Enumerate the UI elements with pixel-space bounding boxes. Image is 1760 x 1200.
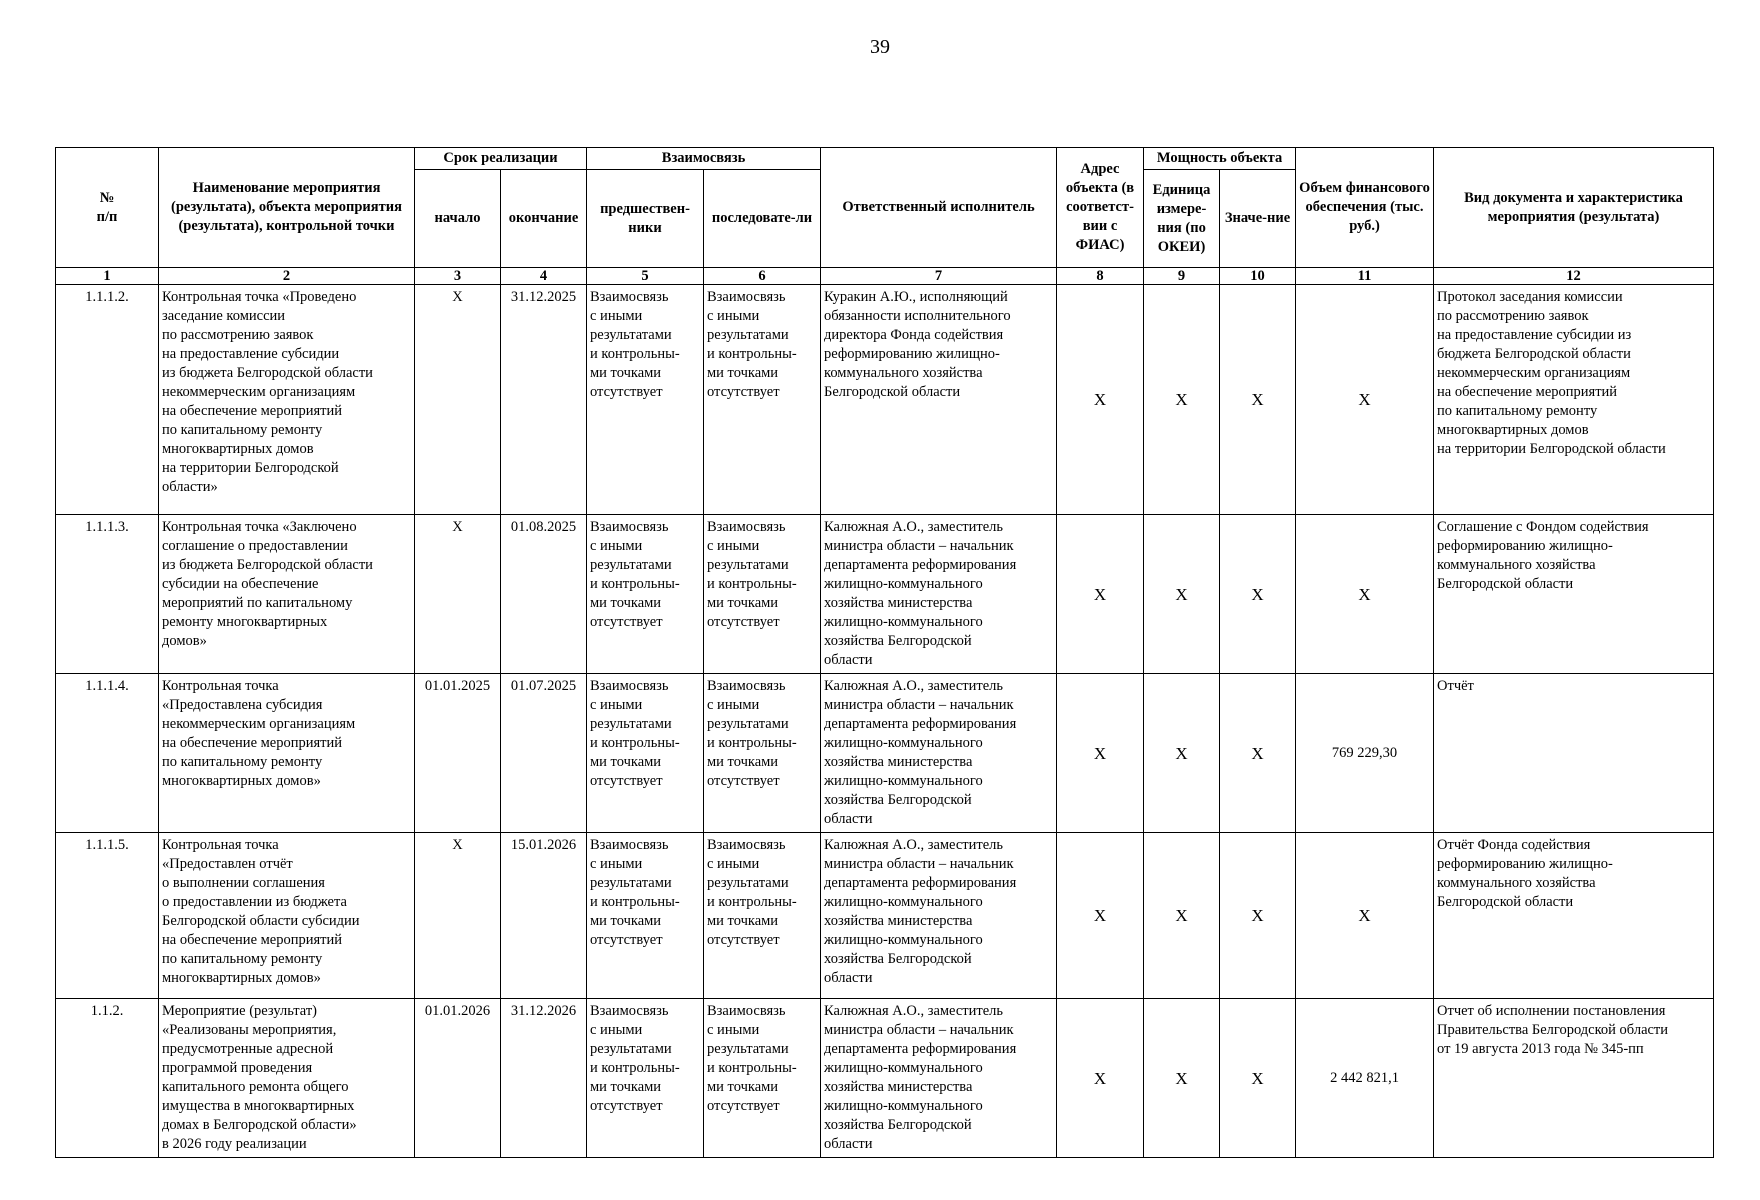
row-name: Контрольная точка «Заключено соглашение о предоставлении из бюджета Белгородской области субсидии на обеспечение мероприятий по капитальному ремонту многоквартирных домов»: [159, 515, 415, 674]
row-successors: Взаимосвязь с иными результатами и контрольны- ми точками отсутствует: [704, 674, 821, 833]
row-document: Отчёт: [1434, 674, 1714, 833]
header-capacity-unit: Единица измере-ния (по ОКЕИ): [1144, 170, 1220, 268]
column-number: 10: [1220, 268, 1296, 285]
row-address: X: [1057, 515, 1144, 674]
row-end: 01.07.2025: [501, 674, 587, 833]
row-start: X: [415, 285, 501, 515]
header-name: Наименование мероприятия (результата), объекта мероприятия (результата), контрольной точки: [159, 148, 415, 268]
row-finance: 2 442 821,1: [1296, 999, 1434, 1158]
header-no: № п/п: [56, 148, 159, 268]
header-link-succ: последовате-ли: [704, 170, 821, 268]
row-end: 31.12.2025: [501, 285, 587, 515]
header-capacity-value: Значе-ние: [1220, 170, 1296, 268]
header-address: Адрес объекта (в соответст-вии с ФИАС): [1057, 148, 1144, 268]
row-successors: Взаимосвязь с иными результатами и контрольны- ми точками отсутствует: [704, 833, 821, 999]
row-finance: X: [1296, 833, 1434, 999]
row-predecessors: Взаимосвязь с иными результатами и контрольны- ми точками отсутствует: [587, 515, 704, 674]
row-number: 1.1.2.: [56, 999, 159, 1158]
row-document: Соглашение с Фондом содействия реформированию жилищно- коммунального хозяйства Белгородской области: [1434, 515, 1714, 674]
row-address: X: [1057, 999, 1144, 1158]
row-number: 1.1.1.4.: [56, 674, 159, 833]
row-capacity-unit: X: [1144, 674, 1220, 833]
row-address: X: [1057, 674, 1144, 833]
row-start: X: [415, 833, 501, 999]
column-number: 4: [501, 268, 587, 285]
row-document: Отчёт Фонда содействия реформированию жилищно- коммунального хозяйства Белгородской области: [1434, 833, 1714, 999]
row-address: X: [1057, 833, 1144, 999]
header-finance: Объем финансового обеспечения (тыс. руб.): [1296, 148, 1434, 268]
row-number: 1.1.1.2.: [56, 285, 159, 515]
column-number: 9: [1144, 268, 1220, 285]
header-link-group: Взаимосвязь: [587, 148, 821, 170]
table-row: [56, 999, 1714, 1158]
column-number: 8: [1057, 268, 1144, 285]
row-finance: X: [1296, 285, 1434, 515]
row-executor: Калюжная А.О., заместитель министра области – начальник департамента реформирования жилищно-коммунального хозяйства министерства жилищно-коммунального хозяйства Белгородской области: [821, 833, 1057, 999]
table-row: [56, 674, 1714, 833]
row-name: Контрольная точка «Предоставлена субсидия некоммерческим организациям на обеспечение мероприятий по капитальному ремонту многоквартирных домов»: [159, 674, 415, 833]
column-number: 6: [704, 268, 821, 285]
row-predecessors: Взаимосвязь с иными результатами и контрольны- ми точками отсутствует: [587, 833, 704, 999]
row-end: 01.08.2025: [501, 515, 587, 674]
row-capacity-value: X: [1220, 999, 1296, 1158]
row-document: Протокол заседания комиссии по рассмотрению заявок на предоставление субсидии из бюджета Белгородской области некоммерческим организациям на обеспечение мероприятий по капитальному ремонту многоквартирных домов на территории Белгородской области: [1434, 285, 1714, 515]
row-capacity-unit: X: [1144, 999, 1220, 1158]
row-executor: Калюжная А.О., заместитель министра области – начальник департамента реформирования жилищно-коммунального хозяйства министерства жилищно-коммунального хозяйства Белгородской области: [821, 999, 1057, 1158]
table-row: [56, 833, 1714, 999]
row-name: Мероприятие (результат) «Реализованы мероприятия, предусмотренные адресной программой проведения капитального ремонта общего имущества в многоквартирных домах в Белгородской области» в 2026 году реализации: [159, 999, 415, 1158]
row-end: 15.01.2026: [501, 833, 587, 999]
row-capacity-unit: X: [1144, 515, 1220, 674]
row-capacity-unit: X: [1144, 833, 1220, 999]
row-capacity-value: X: [1220, 833, 1296, 999]
row-number: 1.1.1.3.: [56, 515, 159, 674]
row-document: Отчет об исполнении постановления Правительства Белгородской области от 19 августа 2013 года № 345-пп: [1434, 999, 1714, 1158]
header-doc: Вид документа и характеристика мероприятия (результата): [1434, 148, 1714, 268]
column-number: 5: [587, 268, 704, 285]
row-finance: 769 229,30: [1296, 674, 1434, 833]
header-link-pred: предшествен-ники: [587, 170, 704, 268]
header-capacity-group: Мощность объекта: [1144, 148, 1296, 170]
row-number: 1.1.1.5.: [56, 833, 159, 999]
row-address: X: [1057, 285, 1144, 515]
row-successors: Взаимосвязь с иными результатами и контрольны- ми точками отсутствует: [704, 285, 821, 515]
plan-table: [55, 147, 1714, 1158]
row-capacity-value: X: [1220, 674, 1296, 833]
row-predecessors: Взаимосвязь с иными результатами и контрольны- ми точками отсутствует: [587, 999, 704, 1158]
header-executor: Ответственный исполнитель: [821, 148, 1057, 268]
row-end: 31.12.2026: [501, 999, 587, 1158]
row-start: X: [415, 515, 501, 674]
row-name: Контрольная точка «Проведено заседание комиссии по рассмотрению заявок на предоставление субсидии из бюджета Белгородской области некоммерческим организациям на обеспечение мероприятий по капитальному ремонту многоквартирных домов на территории Белгородской области»: [159, 285, 415, 515]
page-number: 39: [870, 36, 890, 58]
row-start: 01.01.2026: [415, 999, 501, 1158]
row-executor: Калюжная А.О., заместитель министра области – начальник департамента реформирования жилищно-коммунального хозяйства министерства жилищно-коммунального хозяйства Белгородской области: [821, 515, 1057, 674]
table-row: [56, 515, 1714, 674]
column-number: 7: [821, 268, 1057, 285]
table-row: [56, 285, 1714, 515]
header-term-group: Срок реализации: [415, 148, 587, 170]
column-number: 11: [1296, 268, 1434, 285]
row-capacity-value: X: [1220, 285, 1296, 515]
row-predecessors: Взаимосвязь с иными результатами и контрольны- ми точками отсутствует: [587, 285, 704, 515]
column-number: 3: [415, 268, 501, 285]
row-predecessors: Взаимосвязь с иными результатами и контрольны- ми точками отсутствует: [587, 674, 704, 833]
column-number: 2: [159, 268, 415, 285]
row-start: 01.01.2025: [415, 674, 501, 833]
row-executor: Куракин А.Ю., исполняющий обязанности исполнительного директора Фонда содействия реформированию жилищно- коммунального хозяйства Белгородской области: [821, 285, 1057, 515]
row-capacity-value: X: [1220, 515, 1296, 674]
header-term-end: окончание: [501, 170, 587, 268]
header-term-start: начало: [415, 170, 501, 268]
column-number: 1: [56, 268, 159, 285]
row-successors: Взаимосвязь с иными результатами и контрольны- ми точками отсутствует: [704, 515, 821, 674]
row-capacity-unit: X: [1144, 285, 1220, 515]
row-successors: Взаимосвязь с иными результатами и контрольны- ми точками отсутствует: [704, 999, 821, 1158]
column-number: 12: [1434, 268, 1714, 285]
row-finance: X: [1296, 515, 1434, 674]
row-name: Контрольная точка «Предоставлен отчёт о выполнении соглашения о предоставлении из бюджета Белгородской области субсидии на обеспечение мероприятий по капитальному ремонту многоквартирных домов»: [159, 833, 415, 999]
row-executor: Калюжная А.О., заместитель министра области – начальник департамента реформирования жилищно-коммунального хозяйства министерства жилищно-коммунального хозяйства Белгородской области: [821, 674, 1057, 833]
